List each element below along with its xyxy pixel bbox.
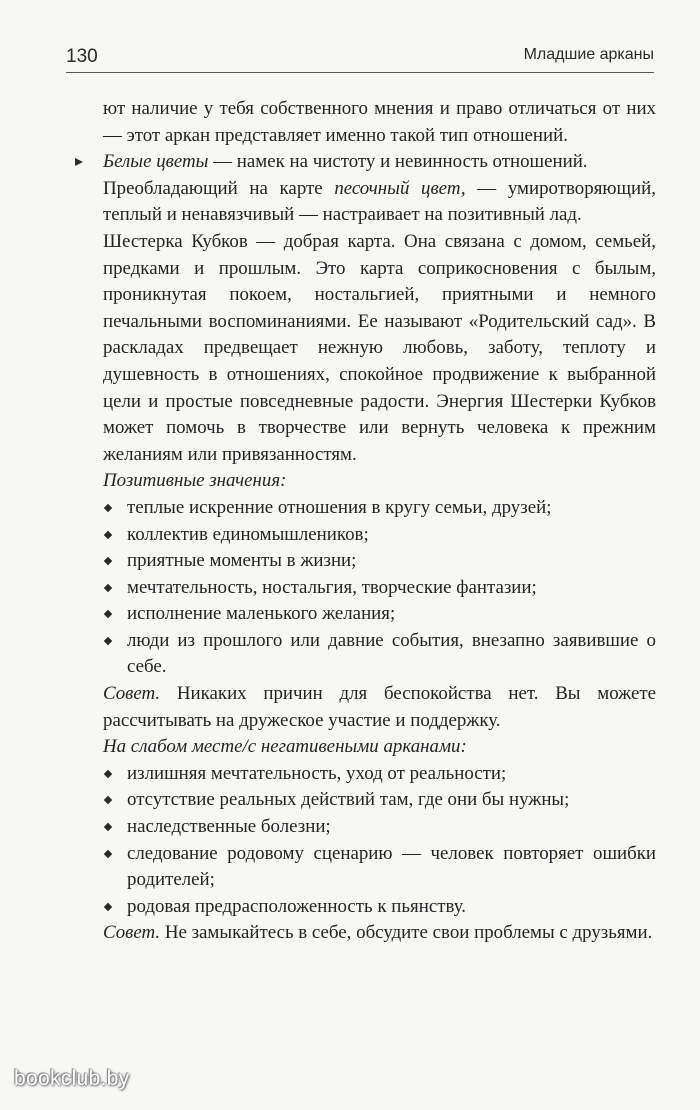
white-flowers-text: — намек на чистоту и невинность отношений.: [208, 151, 588, 173]
list-item-text: люди из прошлого или давние события, внезапно заявившие о себе.: [127, 629, 656, 678]
list-item-text: излишняя мечтательность, уход от реальности;: [127, 762, 507, 784]
diamond-bullet-icon: [104, 610, 112, 618]
paragraph-sand-color: [103, 176, 656, 229]
positive-heading: Позитивные значения:: [103, 470, 287, 492]
diamond-bullet-icon: [104, 504, 112, 512]
list-item: [103, 787, 656, 814]
list-item-text: исполнение маленького желания;: [127, 603, 396, 625]
list-item: [103, 548, 656, 575]
advice-paragraph-1: [103, 681, 656, 734]
advice-text: Не замыкайтесь в себе, обсудите свои проблемы с друзьями.: [160, 922, 653, 944]
advice-term: Совет.: [103, 922, 161, 944]
diamond-bullet-icon: [104, 903, 112, 911]
list-item-text: отсутствие реальных действий там, где они бы нужны;: [127, 789, 570, 811]
list-item: [103, 761, 656, 788]
diamond-bullet-icon: [104, 557, 112, 565]
diamond-bullet-icon: [104, 583, 112, 591]
negative-list: [103, 761, 656, 921]
list-item: [103, 894, 656, 921]
negative-heading: На слабом месте/с негативеными арканами:: [103, 736, 467, 758]
diamond-bullet-icon: [104, 637, 112, 645]
page-body: [103, 96, 656, 947]
diamond-bullet-icon: [104, 823, 112, 831]
advice-text: Никаких причин для беспокойства нет. Вы можете рассчитывать на дружеское участие и поддержку.: [103, 683, 656, 731]
list-item-text: приятные моменты в жизни;: [127, 550, 357, 572]
list-item: [103, 814, 656, 841]
diamond-bullet-icon: [104, 770, 112, 778]
paragraph-continued: ют наличие у тебя собственного мнения и право отличаться от них — этот аркан представляет именно такой тип отношений.: [103, 98, 656, 146]
white-flowers-term: Белые цветы: [103, 151, 209, 173]
list-item-text: коллектив единомышлеников;: [127, 523, 369, 545]
advice-paragraph-2: [103, 920, 656, 947]
diamond-bullet-icon: [104, 849, 112, 857]
list-item-text: мечтательность, ностальгия, творческие фантазии;: [127, 576, 537, 598]
list-item: [103, 628, 656, 681]
list-item-text: родовая предрасположенность к пьянству.: [127, 895, 467, 917]
list-item-text: следование родовому сценарию — человек повторяет ошибки родителей;: [127, 842, 656, 891]
page-number: 130: [66, 46, 98, 67]
list-item-text: теплые искренние отношения в кругу семьи, друзей;: [127, 496, 552, 518]
paragraph-six-of-cups: Шестерка Кубков — добрая карта. Она связана с домом, семьей, предками и прошлым. Это карта соприкосновения с былым, проникнутая покоем, ностальгией, приятными и немного печальными воспоминаниями. Ее называют «Родительский сад». В раскладах предвещает нежную любовь, заботу, теплоту и душевность в отношениях, спокойное продвижение к выбранной цели и простые повседневные радости. Энергия Шестерки Кубков может помочь в творчестве или вернуть человека к прежним желаниям или привязанностям.: [103, 230, 656, 465]
sand-before: Преобладающий на карте: [103, 177, 335, 199]
diamond-bullet-icon: [104, 796, 112, 804]
positive-list: [103, 495, 656, 681]
list-item: [103, 601, 656, 628]
sand-after: — умиротворяющий, теплый и ненавязчивый — настраивает на позитивный лад.: [103, 177, 656, 226]
running-head: Младшие арканы: [523, 46, 654, 63]
advice-term: Совет.: [103, 683, 161, 705]
watermark: bookclub.by: [14, 1067, 130, 1090]
sand-term: песочный цвет,: [334, 177, 466, 199]
list-item-text: наследственные болезни;: [127, 816, 331, 838]
triangle-bullet-icon: [75, 158, 83, 166]
list-item: [103, 495, 656, 522]
list-item: [103, 575, 656, 602]
list-item: [103, 522, 656, 549]
page-header: [66, 42, 654, 73]
white-flowers-item: [103, 149, 656, 176]
list-item: [103, 841, 656, 894]
diamond-bullet-icon: [104, 530, 112, 538]
